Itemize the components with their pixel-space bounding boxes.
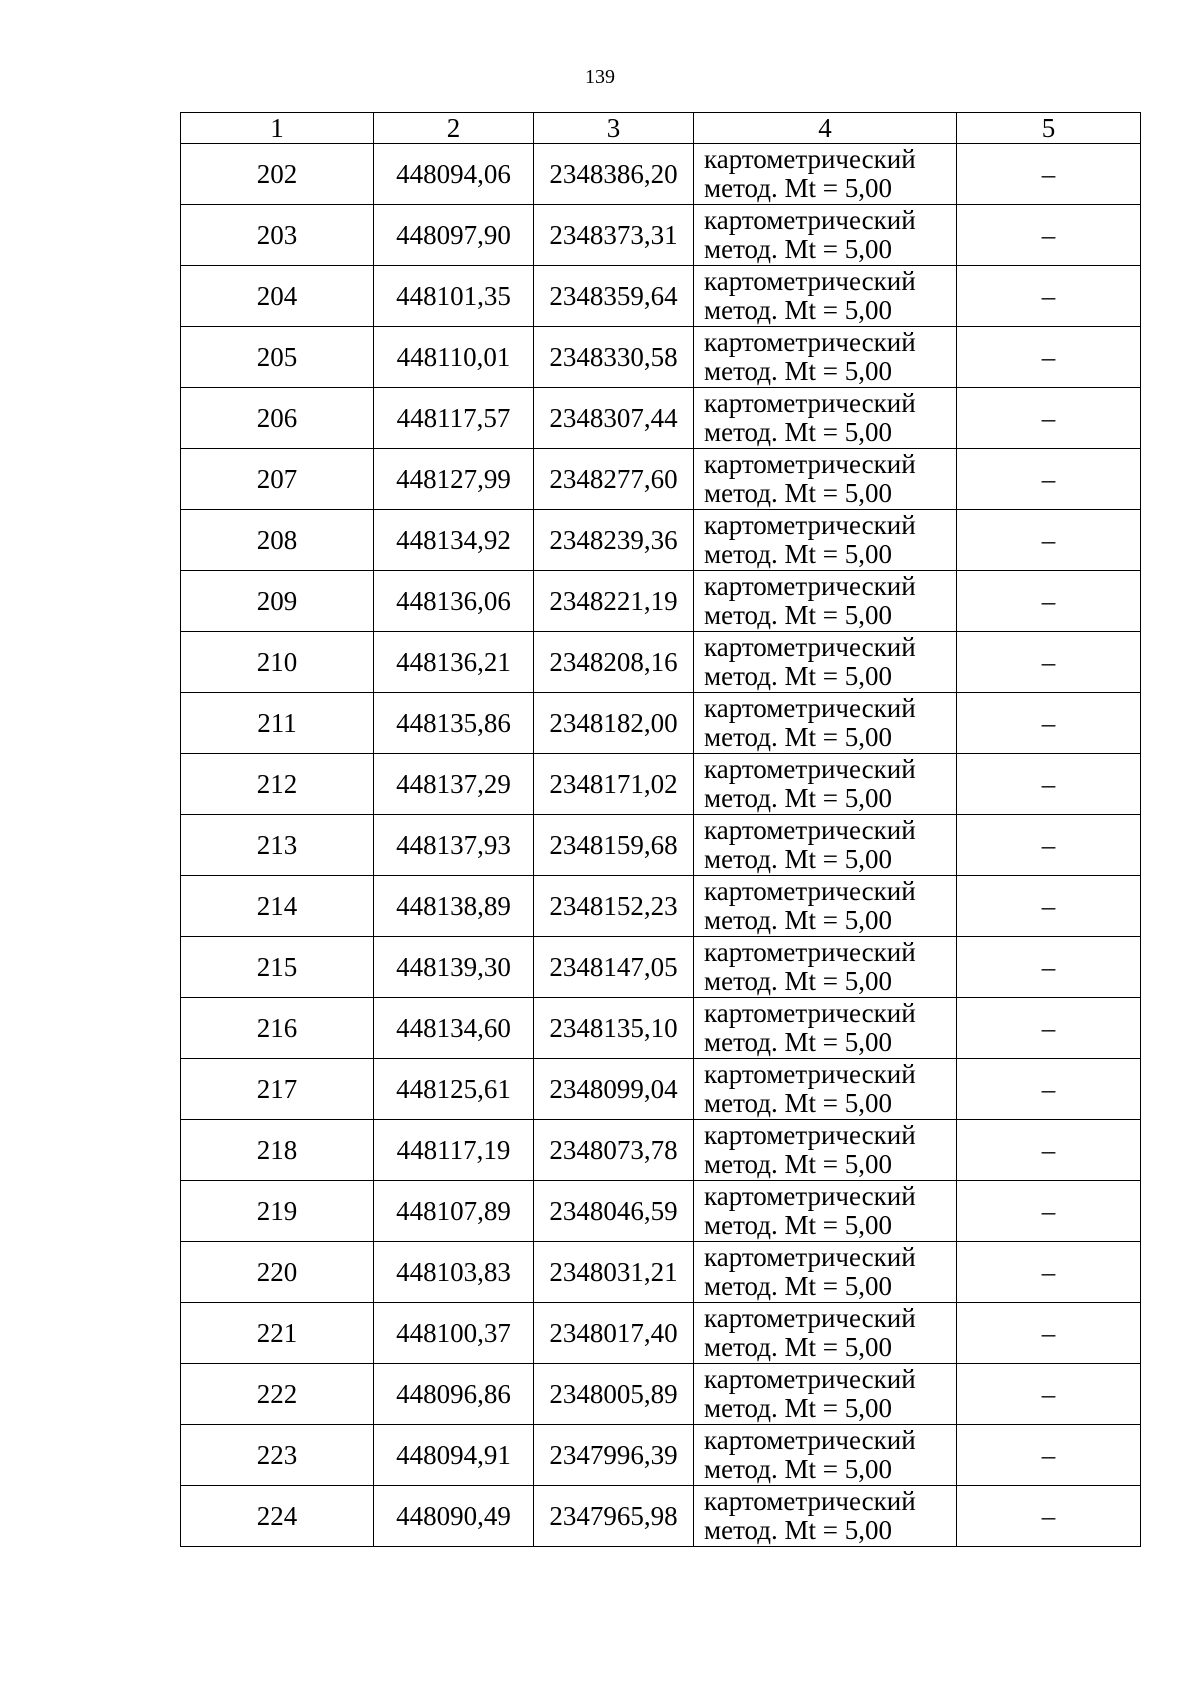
table-row — [181, 266, 1141, 327]
method-accuracy: метод. Mt = 5,00 — [704, 1149, 892, 1179]
method-accuracy: метод. Mt = 5,00 — [704, 966, 892, 996]
method-name: картометрический — [704, 876, 916, 906]
method-cell — [694, 388, 957, 449]
x-coordinate-cell: 448094,91 — [374, 1425, 534, 1486]
column-5-cell: – — [957, 144, 1141, 205]
method-accuracy: метод. Mt = 5,00 — [704, 1332, 892, 1362]
point-number-cell: 209 — [181, 571, 374, 632]
point-number-cell: 221 — [181, 1303, 374, 1364]
page-number: 139 — [585, 66, 615, 88]
point-number-cell: 224 — [181, 1486, 374, 1547]
table-row — [181, 1059, 1141, 1120]
method-cell — [694, 510, 957, 571]
y-coordinate-cell: 2348359,64 — [534, 266, 694, 327]
x-coordinate-cell: 448139,30 — [374, 937, 534, 998]
x-coordinate-cell: 448100,37 — [374, 1303, 534, 1364]
point-number-cell: 205 — [181, 327, 374, 388]
y-coordinate-cell: 2348386,20 — [534, 144, 694, 205]
table-row — [181, 1425, 1141, 1486]
point-number-cell: 214 — [181, 876, 374, 937]
x-coordinate-cell: 448134,60 — [374, 998, 534, 1059]
method-cell — [694, 815, 957, 876]
method-cell — [694, 1242, 957, 1303]
method-name: картометрический — [704, 632, 916, 662]
method-cell — [694, 632, 957, 693]
y-coordinate-cell: 2348147,05 — [534, 937, 694, 998]
table-row — [181, 1242, 1141, 1303]
method-name: картометрический — [704, 1181, 916, 1211]
method-accuracy: метод. Mt = 5,00 — [704, 1088, 892, 1118]
column-5-cell: – — [957, 1059, 1141, 1120]
method-name: картометрический — [704, 449, 916, 479]
method-name: картометрический — [704, 266, 916, 296]
point-number-cell: 215 — [181, 937, 374, 998]
y-coordinate-cell: 2348005,89 — [534, 1364, 694, 1425]
table-row — [181, 754, 1141, 815]
table-row — [181, 1364, 1141, 1425]
x-coordinate-cell: 448136,21 — [374, 632, 534, 693]
table-row — [181, 632, 1141, 693]
column-5-cell: – — [957, 571, 1141, 632]
method-accuracy: метод. Mt = 5,00 — [704, 1454, 892, 1484]
point-number-cell: 202 — [181, 144, 374, 205]
method-cell — [694, 1181, 957, 1242]
method-accuracy: метод. Mt = 5,00 — [704, 1393, 892, 1423]
x-coordinate-cell: 448137,93 — [374, 815, 534, 876]
column-5-cell: – — [957, 815, 1141, 876]
method-name: картометрический — [704, 1059, 916, 1089]
method-cell — [694, 693, 957, 754]
method-name: картометрический — [704, 693, 916, 723]
coordinates-table — [180, 112, 1141, 1547]
x-coordinate-cell: 448117,19 — [374, 1120, 534, 1181]
method-name: картометрический — [704, 388, 916, 418]
column-header: 2 — [374, 113, 534, 144]
y-coordinate-cell: 2348017,40 — [534, 1303, 694, 1364]
column-5-cell: – — [957, 205, 1141, 266]
x-coordinate-cell: 448101,35 — [374, 266, 534, 327]
x-coordinate-cell: 448097,90 — [374, 205, 534, 266]
column-5-cell: – — [957, 876, 1141, 937]
method-accuracy: метод. Mt = 5,00 — [704, 173, 892, 203]
x-coordinate-cell: 448107,89 — [374, 1181, 534, 1242]
method-name: картометрический — [704, 1242, 916, 1272]
table-row — [181, 693, 1141, 754]
x-coordinate-cell: 448110,01 — [374, 327, 534, 388]
method-name: картометрический — [704, 1364, 916, 1394]
column-5-cell: – — [957, 388, 1141, 449]
y-coordinate-cell: 2347965,98 — [534, 1486, 694, 1547]
x-coordinate-cell: 448117,57 — [374, 388, 534, 449]
method-cell — [694, 449, 957, 510]
y-coordinate-cell: 2348330,58 — [534, 327, 694, 388]
method-name: картометрический — [704, 1120, 916, 1150]
column-5-cell: – — [957, 1486, 1141, 1547]
method-cell — [694, 144, 957, 205]
method-accuracy: метод. Mt = 5,00 — [704, 356, 892, 386]
method-accuracy: метод. Mt = 5,00 — [704, 1210, 892, 1240]
method-name: картометрический — [704, 998, 916, 1028]
point-number-cell: 207 — [181, 449, 374, 510]
x-coordinate-cell: 448134,92 — [374, 510, 534, 571]
y-coordinate-cell: 2348073,78 — [534, 1120, 694, 1181]
x-coordinate-cell: 448103,83 — [374, 1242, 534, 1303]
y-coordinate-cell: 2348373,31 — [534, 205, 694, 266]
point-number-cell: 208 — [181, 510, 374, 571]
method-accuracy: метод. Mt = 5,00 — [704, 722, 892, 752]
method-name: картометрический — [704, 144, 916, 174]
method-cell — [694, 1303, 957, 1364]
point-number-cell: 218 — [181, 1120, 374, 1181]
x-coordinate-cell: 448135,86 — [374, 693, 534, 754]
method-cell — [694, 1364, 957, 1425]
y-coordinate-cell: 2348239,36 — [534, 510, 694, 571]
method-accuracy: метод. Mt = 5,00 — [704, 478, 892, 508]
x-coordinate-cell: 448127,99 — [374, 449, 534, 510]
table-row — [181, 876, 1141, 937]
table-row — [181, 998, 1141, 1059]
method-name: картометрический — [704, 571, 916, 601]
column-5-cell: – — [957, 937, 1141, 998]
table-header-row — [181, 113, 1141, 144]
method-name: картометрический — [704, 754, 916, 784]
method-cell — [694, 1425, 957, 1486]
table-row — [181, 205, 1141, 266]
method-name: картометрический — [704, 815, 916, 845]
point-number-cell: 219 — [181, 1181, 374, 1242]
method-name: картометрический — [704, 1486, 916, 1516]
method-name: картометрический — [704, 510, 916, 540]
y-coordinate-cell: 2348182,00 — [534, 693, 694, 754]
point-number-cell: 223 — [181, 1425, 374, 1486]
table-row — [181, 1303, 1141, 1364]
point-number-cell: 213 — [181, 815, 374, 876]
y-coordinate-cell: 2348277,60 — [534, 449, 694, 510]
method-accuracy: метод. Mt = 5,00 — [704, 1027, 892, 1057]
x-coordinate-cell: 448090,49 — [374, 1486, 534, 1547]
point-number-cell: 220 — [181, 1242, 374, 1303]
method-accuracy: метод. Mt = 5,00 — [704, 905, 892, 935]
method-name: картометрический — [704, 1425, 916, 1455]
table-row — [181, 1120, 1141, 1181]
method-accuracy: метод. Mt = 5,00 — [704, 295, 892, 325]
y-coordinate-cell: 2348135,10 — [534, 998, 694, 1059]
column-header: 5 — [957, 113, 1141, 144]
method-cell — [694, 1486, 957, 1547]
y-coordinate-cell: 2348031,21 — [534, 1242, 694, 1303]
y-coordinate-cell: 2348099,04 — [534, 1059, 694, 1120]
point-number-cell: 217 — [181, 1059, 374, 1120]
method-accuracy: метод. Mt = 5,00 — [704, 1515, 892, 1545]
y-coordinate-cell: 2348159,68 — [534, 815, 694, 876]
method-accuracy: метод. Mt = 5,00 — [704, 539, 892, 569]
y-coordinate-cell: 2347996,39 — [534, 1425, 694, 1486]
table-row — [181, 815, 1141, 876]
table-row — [181, 144, 1141, 205]
point-number-cell: 210 — [181, 632, 374, 693]
column-header: 4 — [694, 113, 957, 144]
table-body — [181, 144, 1141, 1547]
column-5-cell: – — [957, 449, 1141, 510]
method-cell — [694, 998, 957, 1059]
x-coordinate-cell: 448138,89 — [374, 876, 534, 937]
column-5-cell: – — [957, 1364, 1141, 1425]
method-accuracy: метод. Mt = 5,00 — [704, 1271, 892, 1301]
method-accuracy: метод. Mt = 5,00 — [704, 417, 892, 447]
method-name: картометрический — [704, 937, 916, 967]
method-accuracy: метод. Mt = 5,00 — [704, 844, 892, 874]
column-5-cell: – — [957, 327, 1141, 388]
column-5-cell: – — [957, 266, 1141, 327]
method-cell — [694, 327, 957, 388]
x-coordinate-cell: 448136,06 — [374, 571, 534, 632]
method-cell — [694, 266, 957, 327]
point-number-cell: 203 — [181, 205, 374, 266]
column-5-cell: – — [957, 754, 1141, 815]
x-coordinate-cell: 448096,86 — [374, 1364, 534, 1425]
method-accuracy: метод. Mt = 5,00 — [704, 234, 892, 264]
method-accuracy: метод. Mt = 5,00 — [704, 661, 892, 691]
y-coordinate-cell: 2348171,02 — [534, 754, 694, 815]
method-name: картометрический — [704, 205, 916, 235]
y-coordinate-cell: 2348208,16 — [534, 632, 694, 693]
x-coordinate-cell: 448137,29 — [374, 754, 534, 815]
column-5-cell: – — [957, 1181, 1141, 1242]
column-5-cell: – — [957, 510, 1141, 571]
method-cell — [694, 876, 957, 937]
table-row — [181, 571, 1141, 632]
point-number-cell: 212 — [181, 754, 374, 815]
method-name: картометрический — [704, 1303, 916, 1333]
y-coordinate-cell: 2348307,44 — [534, 388, 694, 449]
method-cell — [694, 1120, 957, 1181]
table-row — [181, 510, 1141, 571]
column-header: 1 — [181, 113, 374, 144]
method-accuracy: метод. Mt = 5,00 — [704, 783, 892, 813]
y-coordinate-cell: 2348152,23 — [534, 876, 694, 937]
method-accuracy: метод. Mt = 5,00 — [704, 600, 892, 630]
column-5-cell: – — [957, 1425, 1141, 1486]
method-cell — [694, 571, 957, 632]
column-5-cell: – — [957, 693, 1141, 754]
point-number-cell: 204 — [181, 266, 374, 327]
column-5-cell: – — [957, 1120, 1141, 1181]
table-row — [181, 1181, 1141, 1242]
table-row — [181, 327, 1141, 388]
point-number-cell: 211 — [181, 693, 374, 754]
x-coordinate-cell: 448125,61 — [374, 1059, 534, 1120]
column-5-cell: – — [957, 998, 1141, 1059]
method-name: картометрический — [704, 327, 916, 357]
method-cell — [694, 1059, 957, 1120]
method-cell — [694, 754, 957, 815]
table-row — [181, 937, 1141, 998]
point-number-cell: 206 — [181, 388, 374, 449]
method-cell — [694, 205, 957, 266]
y-coordinate-cell: 2348046,59 — [534, 1181, 694, 1242]
x-coordinate-cell: 448094,06 — [374, 144, 534, 205]
table-row — [181, 388, 1141, 449]
method-cell — [694, 937, 957, 998]
y-coordinate-cell: 2348221,19 — [534, 571, 694, 632]
column-header: 3 — [534, 113, 694, 144]
table-row — [181, 449, 1141, 510]
point-number-cell: 216 — [181, 998, 374, 1059]
column-5-cell: – — [957, 632, 1141, 693]
column-5-cell: – — [957, 1303, 1141, 1364]
table-row — [181, 1486, 1141, 1547]
point-number-cell: 222 — [181, 1364, 374, 1425]
column-5-cell: – — [957, 1242, 1141, 1303]
